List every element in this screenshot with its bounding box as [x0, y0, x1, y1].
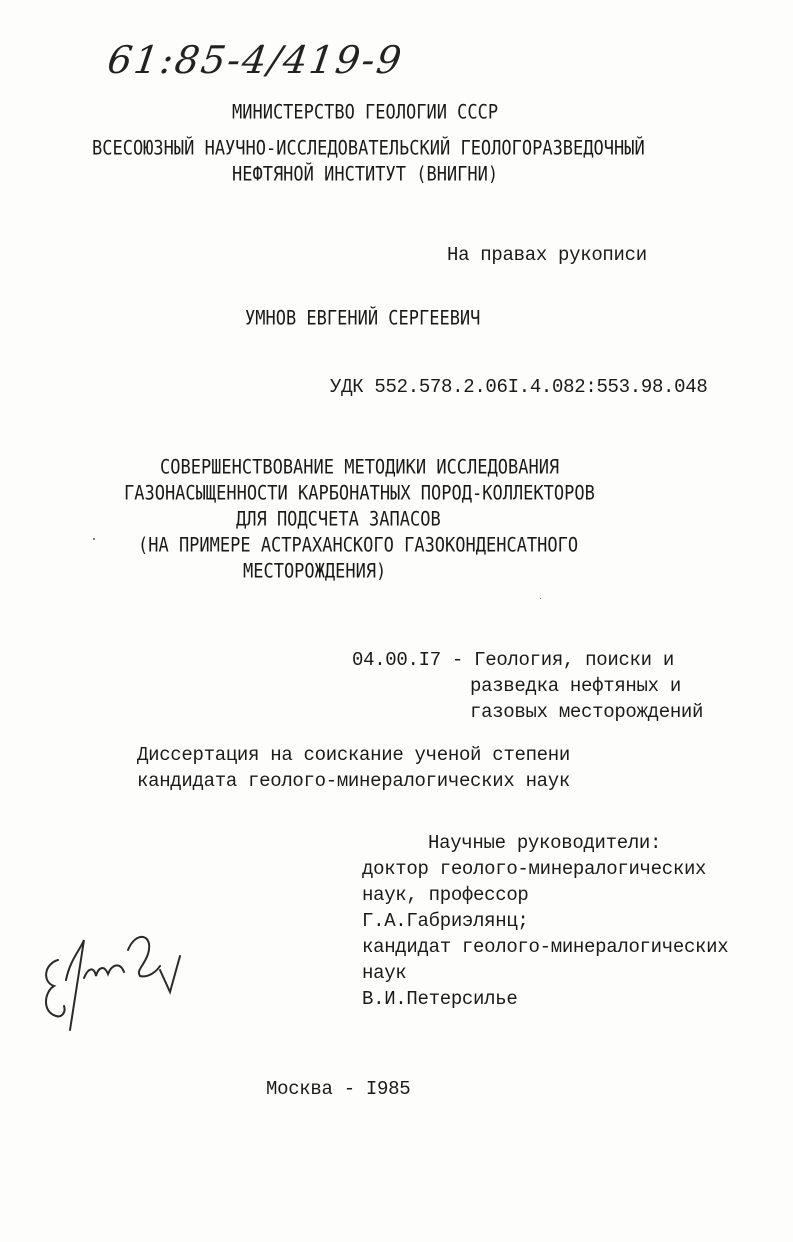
- title-line-1: СОВЕРШЕНСТВОВАНИЕ МЕТОДИКИ ИССЛЕДОВАНИЯ: [160, 456, 560, 480]
- author-name: УМНОВ ЕВГЕНИЙ СЕРГЕЕВИЧ: [245, 307, 481, 331]
- handwritten-signature: [40, 920, 190, 1040]
- specialty-line-1: 04.00.I7 - Геология, поиски и: [352, 649, 674, 671]
- manuscript-note: На правах рукописи: [447, 244, 647, 266]
- supervisors-heading: Научные руководители:: [428, 832, 662, 854]
- specialty-line-2: разведка нефтяных и: [470, 675, 681, 697]
- supervisor-line: кандидат геолого-минералогических: [362, 936, 729, 958]
- udc-code: УДК 552.578.2.06I.4.082:553.98.048: [330, 376, 708, 398]
- supervisor-line: доктор геолого-минералогических: [362, 858, 707, 880]
- institute-name-line-2: НЕФТЯНОЙ ИНСТИТУТ (ВНИГНИ): [232, 163, 499, 187]
- supervisor-line: наук, профессор: [362, 884, 529, 906]
- archive-code: 61:85-4/419-9: [104, 38, 406, 82]
- supervisor-line: Г.А.Габриэлянц;: [362, 910, 529, 932]
- specialty-line-3: газовых месторождений: [470, 701, 704, 723]
- title-line-2: ГАЗОНАСЫЩЕННОСТИ КАРБОНАТНЫХ ПОРОД-КОЛЛЕКТОРОВ: [124, 482, 595, 506]
- institute-name-line-1: ВСЕСОЮЗНЫЙ НАУЧНО-ИССЛЕДОВАТЕЛЬСКИЙ ГЕОЛОГОРАЗВЕДОЧНЫЙ: [92, 137, 645, 161]
- degree-line-1: Диссертация на соискание ученой степени: [137, 744, 570, 766]
- paper-speck: [540, 598, 541, 599]
- title-line-5: МЕСТОРОЖДЕНИЯ): [243, 560, 387, 584]
- supervisor-line: В.И.Петерсилье: [362, 988, 518, 1010]
- ministry-name: МИНИСТЕРСТВО ГЕОЛОГИИ СССР: [232, 101, 499, 125]
- title-line-3: ДЛЯ ПОДСЧЕТА ЗАПАСОВ: [236, 508, 441, 532]
- place-and-year: Москва - I985: [266, 1078, 411, 1100]
- title-line-4: (НА ПРИМЕРЕ АСТРАХАНСКОГО ГАЗОКОНДЕНСАТНОГО: [138, 534, 579, 558]
- supervisor-line: наук: [362, 962, 407, 984]
- paper-speck: [93, 538, 95, 540]
- degree-line-2: кандидата геолого-минералогических наук: [137, 770, 570, 792]
